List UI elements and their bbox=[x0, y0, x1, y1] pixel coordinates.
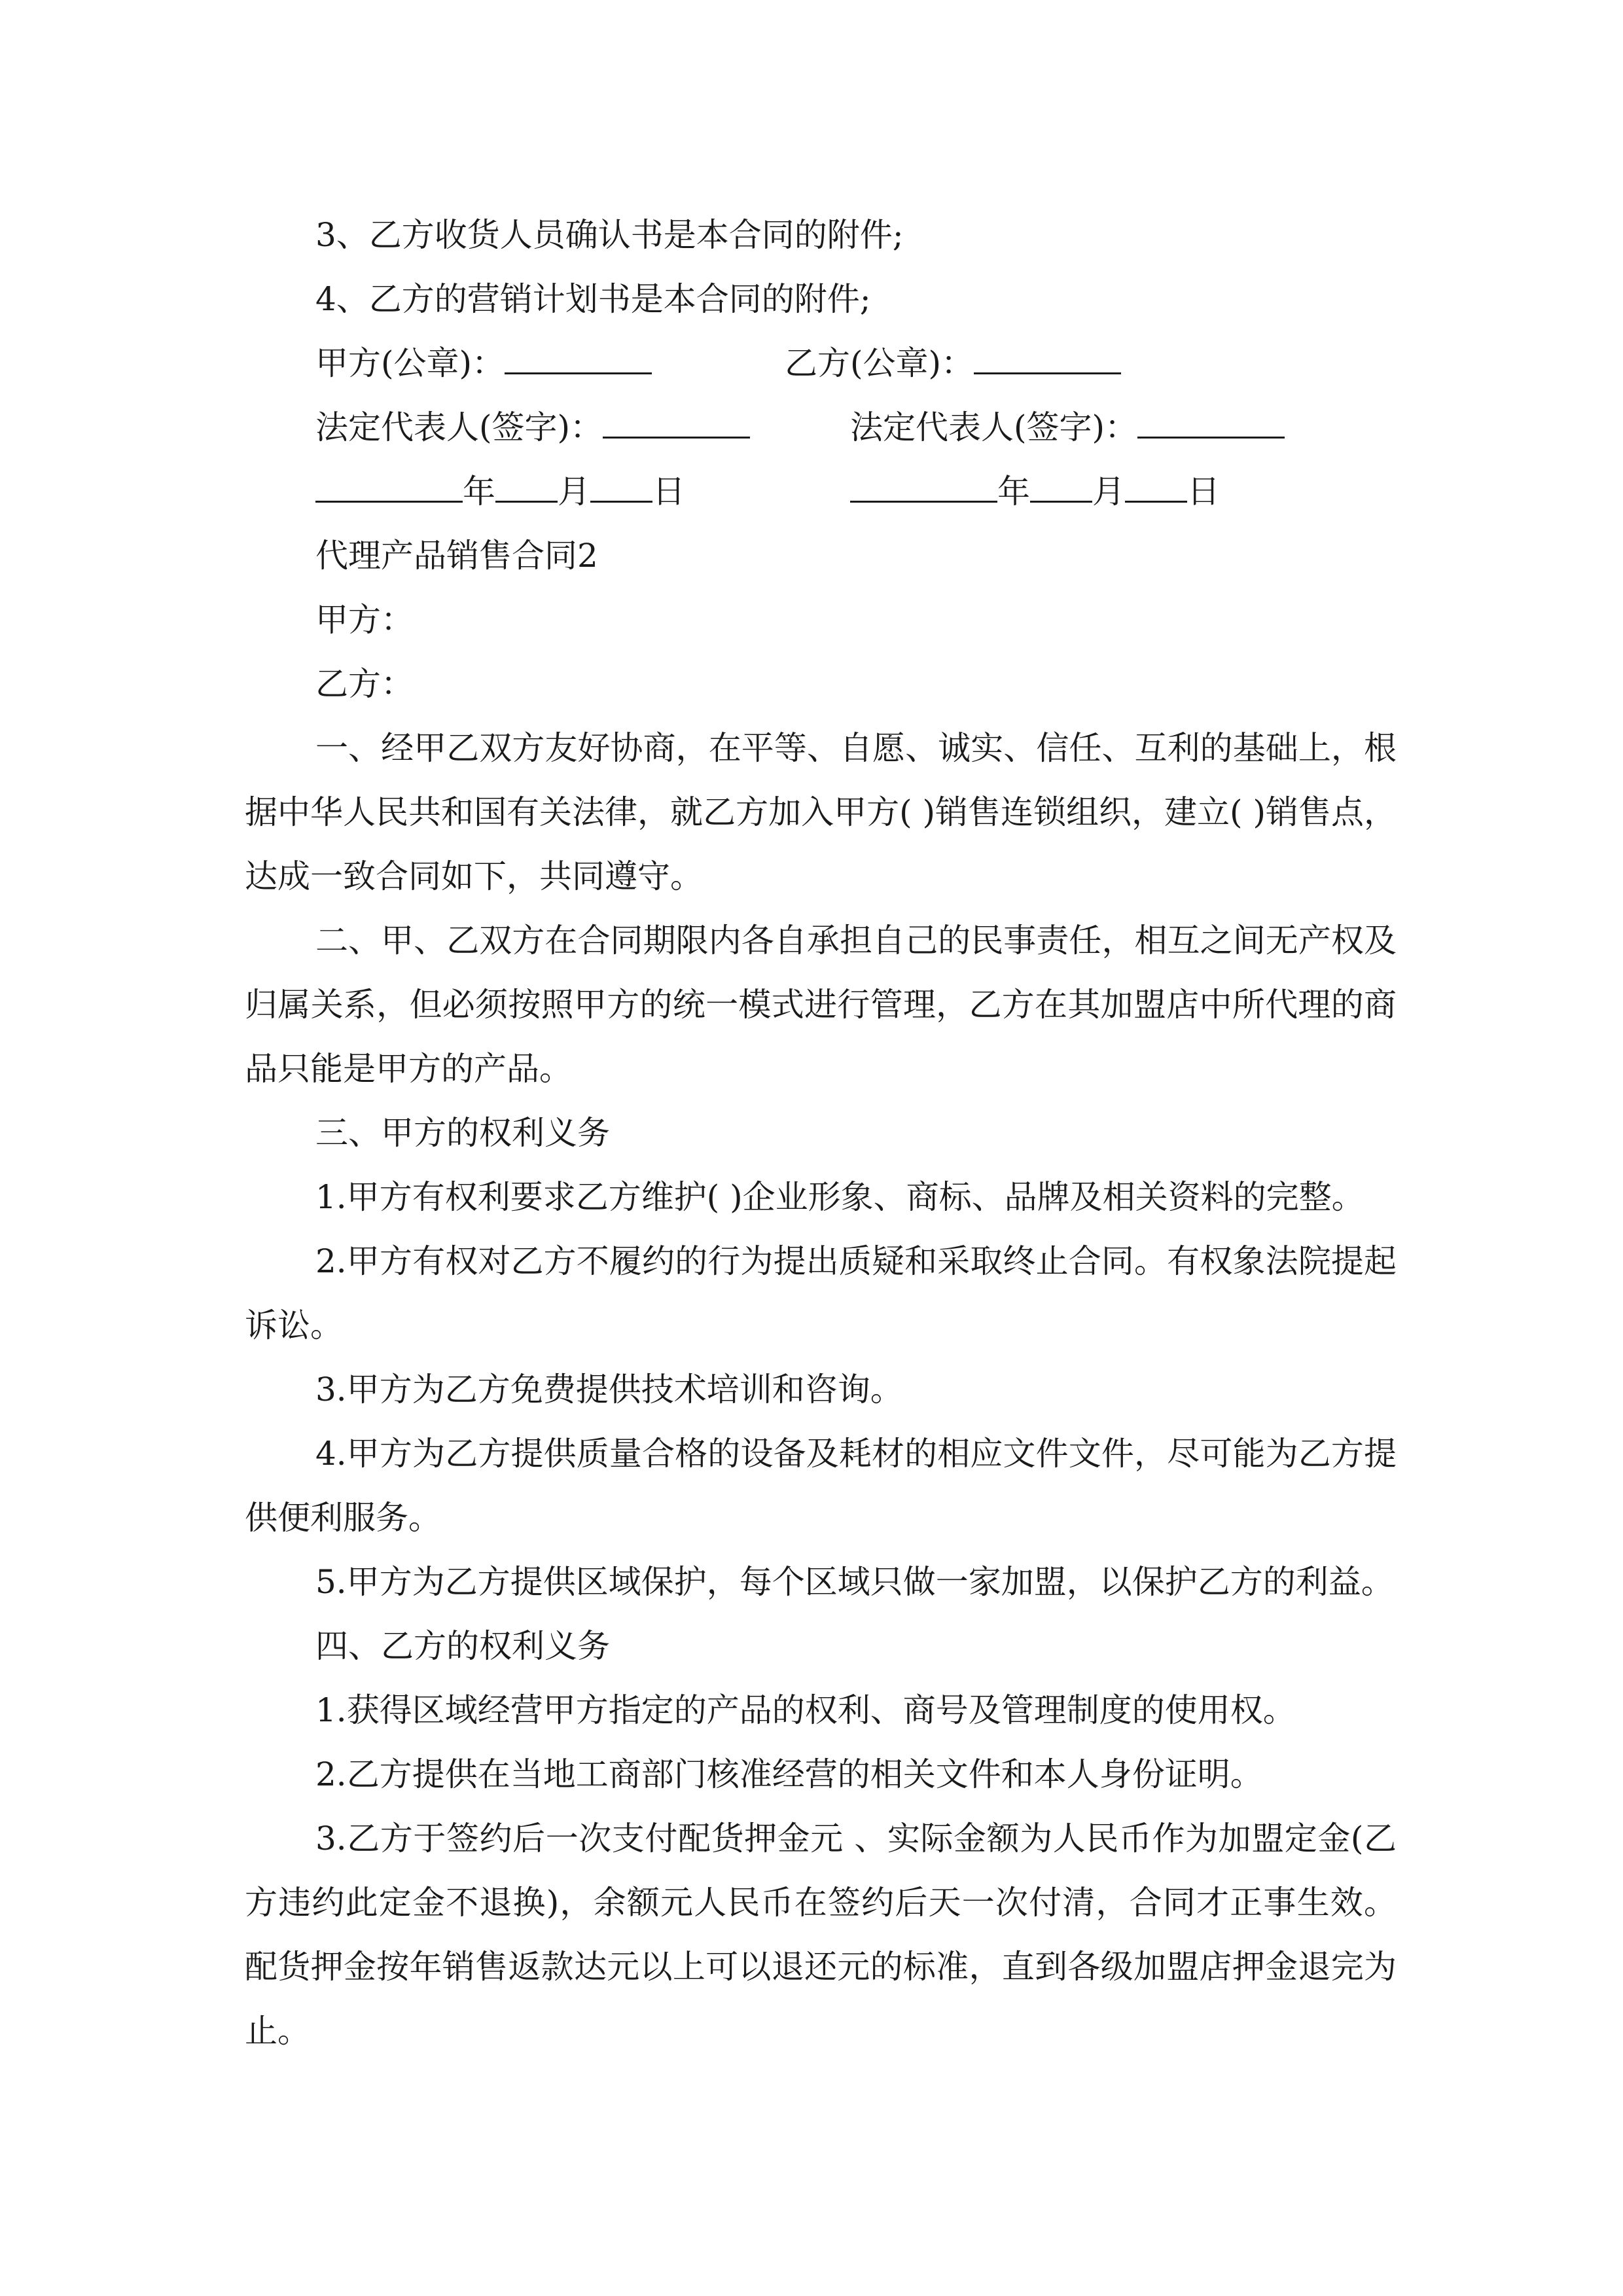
section-heading-4: 四、乙方的权利义务 bbox=[315, 1627, 610, 1665]
date-a bbox=[315, 459, 685, 524]
party-a-seal-blank bbox=[505, 333, 652, 374]
party-b-seal bbox=[785, 331, 1121, 395]
paragraph-2: 二、甲、乙双方在合同期限内各自承担自己的民事责任，相互之间无产权及归属关系，但必须按照甲方的统一模式进行管理，乙方在其加盟店中所代理的商品只能是甲方的产品。 bbox=[245, 922, 1397, 1088]
rep-a-blank bbox=[603, 397, 750, 439]
date-b bbox=[850, 459, 1220, 524]
date-b-month-blank bbox=[1030, 461, 1092, 503]
clause-b-2: 2.乙方提供在当地工商部门核准经营的相关文件和本人身份证明。 bbox=[315, 1755, 1263, 1793]
party-a-line: 甲方： bbox=[315, 601, 414, 639]
paragraph-1: 一、经甲乙双方友好协商，在平等、自愿、诚实、信任、互利的基础上，根据中华人民共和国有关法律，就乙方加入甲方( )销售连锁组织，建立( )销售点，达成一致合同如下，共同遵守。 bbox=[245, 729, 1397, 895]
date-b-day-blank bbox=[1125, 461, 1187, 503]
rep-b-blank bbox=[1137, 397, 1285, 439]
clause-a-2: 2.甲方有权对乙方不履约的行为提出质疑和采取终止合同。有权象法院提起诉讼。 bbox=[245, 1242, 1397, 1344]
party-a-seal bbox=[315, 331, 652, 395]
party-b-seal-blank bbox=[974, 333, 1121, 374]
clause-item-4: 4、乙方的营销计划书是本合同的附件; bbox=[315, 280, 871, 318]
date-a-year-label: 年 bbox=[463, 473, 495, 511]
clause-b-3: 3.乙方于签约后一次支付配货押金元 、实际金额为人民币作为加盟定金(乙方违约此定金不退换)，余额元人民币在签约后天一次付清，合同才正事生效。配货押金按年销售返款达元以上可以退还元的标准，直到各级加盟店押金退完为止。 bbox=[245, 1820, 1397, 2050]
date-b-month-label: 月 bbox=[1092, 473, 1125, 511]
date-b-year-blank bbox=[850, 461, 997, 503]
date-a-month-label: 月 bbox=[558, 473, 590, 511]
date-row bbox=[245, 459, 1397, 524]
date-a-day-label: 日 bbox=[652, 473, 685, 511]
date-b-day-label: 日 bbox=[1187, 473, 1220, 511]
clause-item-3: 3、乙方收货人员确认书是本合同的附件; bbox=[315, 216, 904, 254]
seal-row bbox=[245, 331, 1397, 395]
date-b-year-label: 年 bbox=[997, 473, 1030, 511]
party-b-seal-label: 乙方(公章)： bbox=[785, 344, 974, 382]
date-a-month-blank bbox=[495, 461, 558, 503]
section-heading-3: 三、甲方的权利义务 bbox=[315, 1114, 610, 1152]
clause-a-1: 1.甲方有权利要求乙方维护( )企业形象、商标、品牌及相关资料的完整。 bbox=[315, 1178, 1364, 1216]
representative-row bbox=[245, 395, 1397, 459]
clause-a-4: 4.甲方为乙方提供质量合格的设备及耗材的相应文件文件，尽可能为乙方提供便利服务。 bbox=[245, 1435, 1397, 1537]
date-a-day-blank bbox=[590, 461, 652, 503]
clause-a-3: 3.甲方为乙方免费提供技术培训和咨询。 bbox=[315, 1371, 903, 1408]
clause-a-5: 5.甲方为乙方提供区域保护，每个区域只做一家加盟，以保护乙方的利益。 bbox=[315, 1563, 1394, 1601]
contract-title-2: 代理产品销售合同2 bbox=[315, 537, 598, 575]
rep-b bbox=[850, 395, 1285, 459]
party-b-line: 乙方： bbox=[315, 665, 414, 703]
clause-b-1: 1.获得区域经营甲方指定的产品的权利、商号及管理制度的使用权。 bbox=[315, 1691, 1296, 1729]
rep-a-label: 法定代表人(签字)： bbox=[315, 408, 603, 446]
date-a-year-blank bbox=[315, 461, 463, 503]
party-a-seal-label: 甲方(公章)： bbox=[315, 344, 505, 382]
document-body bbox=[245, 203, 1397, 2063]
rep-b-label: 法定代表人(签字)： bbox=[850, 408, 1138, 446]
rep-a bbox=[315, 395, 750, 459]
